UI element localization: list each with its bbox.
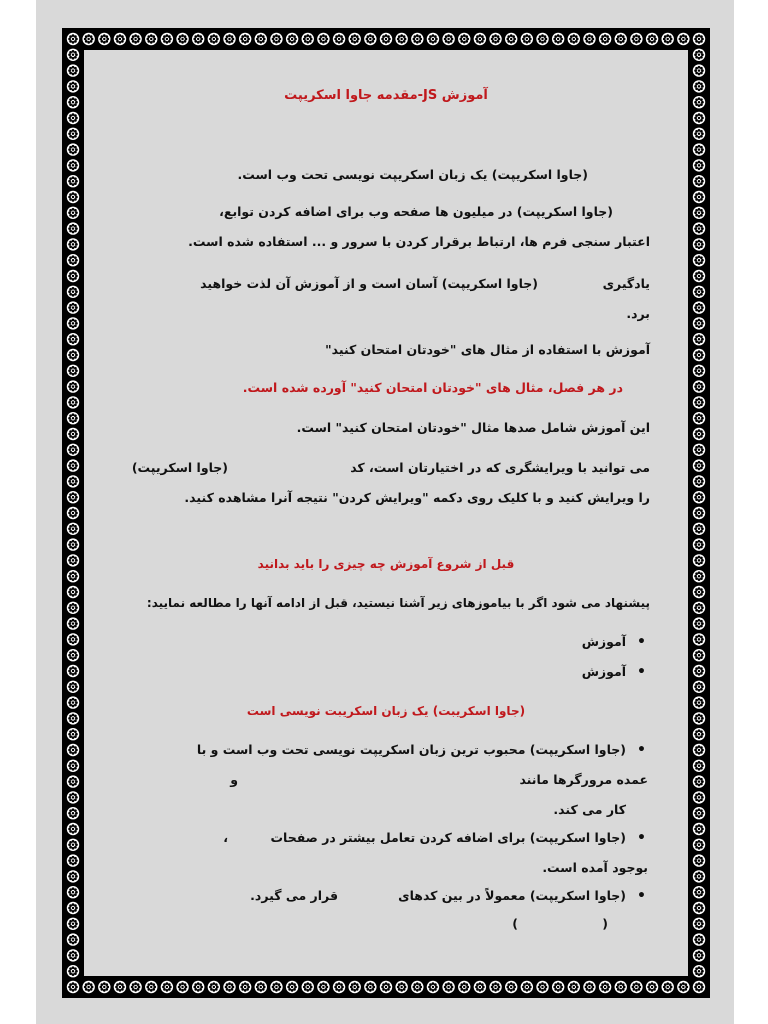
rosette-ornament xyxy=(646,33,658,45)
rosette-ornament xyxy=(693,854,705,866)
rosette-ornament xyxy=(693,96,705,108)
rosette-ornament xyxy=(583,981,595,993)
rosette-ornament xyxy=(693,712,705,724)
paragraph-3-word: یادگیری xyxy=(602,276,650,291)
rosette-ornament xyxy=(583,33,595,45)
rosette-ornament xyxy=(67,570,79,582)
rosette-ornament xyxy=(67,602,79,614)
rosette-ornament xyxy=(67,459,79,471)
rosette-ornament xyxy=(662,981,674,993)
rosette-ornament xyxy=(693,791,705,803)
rosette-ornament xyxy=(98,981,110,993)
rosette-ornament xyxy=(67,112,79,124)
rosette-ornament xyxy=(458,33,470,45)
bullet-1-line-2a: عمده مرورگرها مانند xyxy=(519,772,648,787)
rosette-ornament xyxy=(67,554,79,566)
rosette-ornament xyxy=(693,412,705,424)
rosette-ornament xyxy=(67,870,79,882)
rosette-ornament xyxy=(255,33,267,45)
rosette-ornament xyxy=(82,981,94,993)
document-body xyxy=(84,50,688,976)
rosette-ornament xyxy=(349,981,361,993)
rosette-ornament xyxy=(67,380,79,392)
rosette-ornament xyxy=(474,981,486,993)
rosette-ornament xyxy=(693,254,705,266)
rosette-ornament xyxy=(677,981,689,993)
rosette-ornament xyxy=(114,33,126,45)
rosette-ornament xyxy=(411,33,423,45)
paragraph-intro: (جاوا اسکریپت) یک زبان اسکریپت نویسی تحت وب است. xyxy=(237,167,588,182)
rosette-ornament xyxy=(693,760,705,772)
list-item: آموزش xyxy=(581,664,626,679)
rosette-ornament xyxy=(568,33,580,45)
paragraph-2-line-2: اعتبار سنجی فرم ها، ارتباط برقرار کردن با سرور و ... استفاده شده است. xyxy=(188,234,650,249)
rosette-ornament xyxy=(67,760,79,772)
rosette-ornament xyxy=(67,349,79,361)
rosette-ornament xyxy=(67,286,79,298)
rosette-ornament xyxy=(693,775,705,787)
paragraph-7-line-2: را ویرایش کنید و با کلیک روی دکمه "ویرایش کردن" نتیجه آنرا مشاهده کنید. xyxy=(184,490,650,505)
rosette-ornament xyxy=(693,64,705,76)
paragraph-7-part-2: (جاوا اسکریپت) xyxy=(131,460,228,475)
paragraph-2-line-1: (جاوا اسکریپت) در میلیون ها صفحه وب برای اضافه کردن توابع، xyxy=(219,204,613,219)
rosette-ornament xyxy=(693,602,705,614)
rosette-ornament xyxy=(693,270,705,282)
prerequisites-intro: پیشنهاد می شود اگر با بیاموزهای زیر آشنا نیستید، قبل از ادامه آنها را مطالعه نمایید: xyxy=(146,596,650,610)
rosette-ornament xyxy=(286,981,298,993)
rosette-ornament xyxy=(67,933,79,945)
rosette-ornament xyxy=(67,444,79,456)
rosette-ornament xyxy=(474,33,486,45)
rosette-ornament xyxy=(82,33,94,45)
rosette-ornament xyxy=(67,791,79,803)
rosette-ornament xyxy=(489,981,501,993)
list-item: آموزش xyxy=(581,634,626,649)
rosette-ornament xyxy=(693,128,705,140)
rosette-ornament xyxy=(693,380,705,392)
page-title: آموزش JS-مقدمه جاوا اسکریپت xyxy=(284,88,488,103)
rosette-ornament xyxy=(693,191,705,203)
rosette-ornament xyxy=(192,981,204,993)
rosette-ornament xyxy=(333,33,345,45)
rosette-ornament xyxy=(67,696,79,708)
rosette-ornament xyxy=(630,33,642,45)
rosette-ornament xyxy=(270,981,282,993)
rosette-ornament xyxy=(693,207,705,219)
rosette-ornament xyxy=(67,918,79,930)
rosette-ornament xyxy=(67,617,79,629)
bullet-icon: • xyxy=(637,830,646,846)
rosette-ornament xyxy=(67,649,79,661)
rosette-ornament xyxy=(693,222,705,234)
rosette-ornament xyxy=(192,33,204,45)
bullet-2-line-1: (جاوا اسکریپت) برای اضافه کردن تعامل بیشتر در صفحات xyxy=(270,830,626,845)
rosette-ornament xyxy=(693,33,705,45)
rosette-ornament xyxy=(67,523,79,535)
rosette-ornament xyxy=(67,475,79,487)
rosette-ornament xyxy=(67,254,79,266)
rosette-ornament xyxy=(458,981,470,993)
rosette-ornament xyxy=(67,823,79,835)
rosette-ornament xyxy=(568,981,580,993)
rosette-ornament xyxy=(67,191,79,203)
rosette-ornament xyxy=(67,238,79,250)
rosette-ornament xyxy=(693,886,705,898)
rosette-ornament xyxy=(67,143,79,155)
rosette-ornament xyxy=(693,49,705,61)
rosette-ornament xyxy=(67,207,79,219)
rosette-ornament xyxy=(98,33,110,45)
rosette-ornament xyxy=(427,981,439,993)
rosette-ornament xyxy=(364,981,376,993)
section-title-prerequisites: قبل از شروع آموزش چه چیزی را باید بدانید xyxy=(257,557,515,571)
rosette-ornament xyxy=(693,949,705,961)
rosette-ornament xyxy=(646,981,658,993)
bullet-2-comma: ، xyxy=(223,830,228,845)
rosette-ornament xyxy=(270,33,282,45)
rosette-ornament xyxy=(693,570,705,582)
rosette-ornament xyxy=(67,775,79,787)
rosette-ornament xyxy=(521,981,533,993)
rosette-ornament xyxy=(67,64,79,76)
rosette-ornament xyxy=(693,507,705,519)
rosette-ornament xyxy=(693,143,705,155)
bullet-2-line-2: بوجود آمده است. xyxy=(542,860,648,875)
rosette-ornament xyxy=(442,981,454,993)
rosette-ornament xyxy=(693,933,705,945)
rosette-ornament xyxy=(630,981,642,993)
rosette-ornament xyxy=(67,538,79,550)
rosette-ornament xyxy=(380,981,392,993)
rosette-ornament xyxy=(67,491,79,503)
rosette-ornament xyxy=(67,128,79,140)
rosette-ornament xyxy=(302,33,314,45)
rosette-ornament xyxy=(67,981,79,993)
rosette-ornament xyxy=(693,80,705,92)
rosette-ornament xyxy=(693,633,705,645)
rosette-ornament xyxy=(67,80,79,92)
rosette-ornament xyxy=(693,586,705,598)
rosette-ornament xyxy=(67,744,79,756)
rosette-ornament xyxy=(693,902,705,914)
rosette-ornament xyxy=(67,886,79,898)
rosette-ornament xyxy=(67,807,79,819)
rosette-ornament xyxy=(176,981,188,993)
rosette-ornament xyxy=(380,33,392,45)
rosette-ornament xyxy=(67,839,79,851)
rosette-ornament xyxy=(536,981,548,993)
rosette-ornament xyxy=(145,33,157,45)
rosette-ornament xyxy=(67,222,79,234)
bullet-3-part-1: (جاوا اسکریپت) معمولاً در بین کدهای xyxy=(398,888,626,903)
rosette-ornament xyxy=(693,554,705,566)
rosette-ornament xyxy=(599,981,611,993)
rosette-ornament xyxy=(67,96,79,108)
rosette-ornament xyxy=(615,981,627,993)
rosette-ornament xyxy=(536,33,548,45)
rosette-ornament xyxy=(208,33,220,45)
document-content xyxy=(84,50,688,976)
rosette-ornament xyxy=(395,33,407,45)
rosette-ornament xyxy=(67,586,79,598)
rosette-ornament xyxy=(223,33,235,45)
rosette-ornament xyxy=(693,238,705,250)
rosette-ornament xyxy=(599,33,611,45)
rosette-ornament xyxy=(693,444,705,456)
rosette-ornament xyxy=(693,681,705,693)
rosette-ornament xyxy=(615,33,627,45)
rosette-ornament xyxy=(693,175,705,187)
bullet-3-paren-close: ) xyxy=(512,916,518,931)
bullet-icon: • xyxy=(637,664,646,680)
rosette-ornament xyxy=(677,33,689,45)
paragraph-7-part-1: می توانید با ویرایشگری که در اختیارتان است، کد xyxy=(350,460,650,475)
rosette-ornament xyxy=(67,712,79,724)
rosette-ornament xyxy=(239,33,251,45)
rosette-ornament xyxy=(489,33,501,45)
decorative-border-frame xyxy=(62,28,710,998)
rosette-ornament xyxy=(208,981,220,993)
rosette-ornament xyxy=(286,33,298,45)
rosette-ornament xyxy=(693,159,705,171)
rosette-ornament xyxy=(505,981,517,993)
rosette-ornament xyxy=(161,33,173,45)
rosette-ornament xyxy=(67,33,79,45)
rosette-ornament xyxy=(67,365,79,377)
rosette-ornament xyxy=(693,665,705,677)
rosette-ornament xyxy=(411,981,423,993)
paragraph-3-line-1: (جاوا اسکریپت) آسان است و از آموزش آن لذت خواهید xyxy=(200,276,538,291)
rosette-ornament xyxy=(693,349,705,361)
bullet-icon: • xyxy=(637,634,646,650)
rosette-ornament xyxy=(693,728,705,740)
rosette-ornament xyxy=(67,159,79,171)
rosette-ornament xyxy=(693,365,705,377)
rosette-ornament xyxy=(693,981,705,993)
paragraph-4: آموزش با استفاده از مثال های "خودتان امتحان کنید" xyxy=(325,342,650,357)
rosette-ornament xyxy=(129,33,141,45)
rosette-ornament xyxy=(67,175,79,187)
rosette-ornament xyxy=(693,459,705,471)
rosette-ornament xyxy=(67,902,79,914)
rosette-ornament xyxy=(302,981,314,993)
rosette-ornament xyxy=(67,665,79,677)
bullet-icon: • xyxy=(637,742,646,758)
rosette-ornament xyxy=(67,728,79,740)
rosette-ornament xyxy=(693,649,705,661)
rosette-ornament xyxy=(552,33,564,45)
rosette-ornament xyxy=(317,33,329,45)
section-title-scripting: (جاوا اسکریبت) یک زبان اسکریبت نویسی است xyxy=(246,704,526,718)
rosette-ornament xyxy=(67,49,79,61)
rosette-ornament xyxy=(67,949,79,961)
rosette-ornament xyxy=(176,33,188,45)
bullet-1-line-1: (جاوا اسکریپت) محبوب ترین زبان اسکریپت نویسی تحت وب است و با xyxy=(196,742,626,757)
paragraph-6: این آموزش شامل صدها مثال "خودتان امتحان کنید" است. xyxy=(296,420,650,435)
rosette-ornament xyxy=(114,981,126,993)
rosette-ornament xyxy=(693,696,705,708)
rosette-ornament xyxy=(442,33,454,45)
rosette-ornament xyxy=(67,412,79,424)
rosette-ornament xyxy=(693,839,705,851)
rosette-ornament xyxy=(693,523,705,535)
rosette-ornament xyxy=(693,475,705,487)
bullet-icon: • xyxy=(637,888,646,904)
rosette-ornament xyxy=(693,317,705,329)
rosette-ornament xyxy=(255,981,267,993)
rosette-ornament xyxy=(693,301,705,313)
rosette-ornament xyxy=(693,823,705,835)
rosette-ornament xyxy=(349,33,361,45)
paragraph-5-highlight: در هر فصل، مثال های "خودتان امتحان کنید" آورده شده است. xyxy=(242,380,623,395)
rosette-ornament xyxy=(67,301,79,313)
rosette-ornament xyxy=(693,538,705,550)
bullet-1-line-2b: و xyxy=(230,772,238,787)
rosette-ornament xyxy=(427,33,439,45)
rosette-ornament xyxy=(505,33,517,45)
rosette-ornament xyxy=(67,317,79,329)
rosette-ornament xyxy=(161,981,173,993)
rosette-ornament xyxy=(693,396,705,408)
bullet-3-part-2: قرار می گیرد. xyxy=(250,888,338,903)
rosette-ornament xyxy=(145,981,157,993)
rosette-ornament xyxy=(693,491,705,503)
bullet-1-line-3: کار می کند. xyxy=(553,802,626,817)
rosette-ornament xyxy=(693,807,705,819)
bullet-3-paren-open: ( xyxy=(602,916,608,931)
rosette-ornament xyxy=(67,507,79,519)
rosette-ornament xyxy=(67,396,79,408)
rosette-ornament xyxy=(693,870,705,882)
rosette-ornament xyxy=(223,981,235,993)
rosette-ornament xyxy=(662,33,674,45)
rosette-ornament xyxy=(67,633,79,645)
rosette-ornament xyxy=(67,270,79,282)
rosette-ornament xyxy=(67,333,79,345)
rosette-ornament xyxy=(317,981,329,993)
rosette-ornament xyxy=(693,428,705,440)
rosette-ornament xyxy=(395,981,407,993)
rosette-ornament xyxy=(333,981,345,993)
rosette-ornament xyxy=(693,617,705,629)
rosette-ornament xyxy=(521,33,533,45)
rosette-ornament xyxy=(364,33,376,45)
rosette-ornament xyxy=(67,854,79,866)
rosette-ornament xyxy=(693,918,705,930)
rosette-ornament xyxy=(129,981,141,993)
rosette-ornament xyxy=(67,965,79,977)
rosette-ornament xyxy=(239,981,251,993)
rosette-ornament xyxy=(693,965,705,977)
paragraph-3-line-2: برد. xyxy=(626,306,650,321)
rosette-ornament xyxy=(67,428,79,440)
rosette-ornament xyxy=(552,981,564,993)
rosette-ornament xyxy=(67,681,79,693)
rosette-ornament xyxy=(693,112,705,124)
rosette-ornament xyxy=(693,744,705,756)
rosette-ornament xyxy=(693,333,705,345)
rosette-ornament xyxy=(693,286,705,298)
